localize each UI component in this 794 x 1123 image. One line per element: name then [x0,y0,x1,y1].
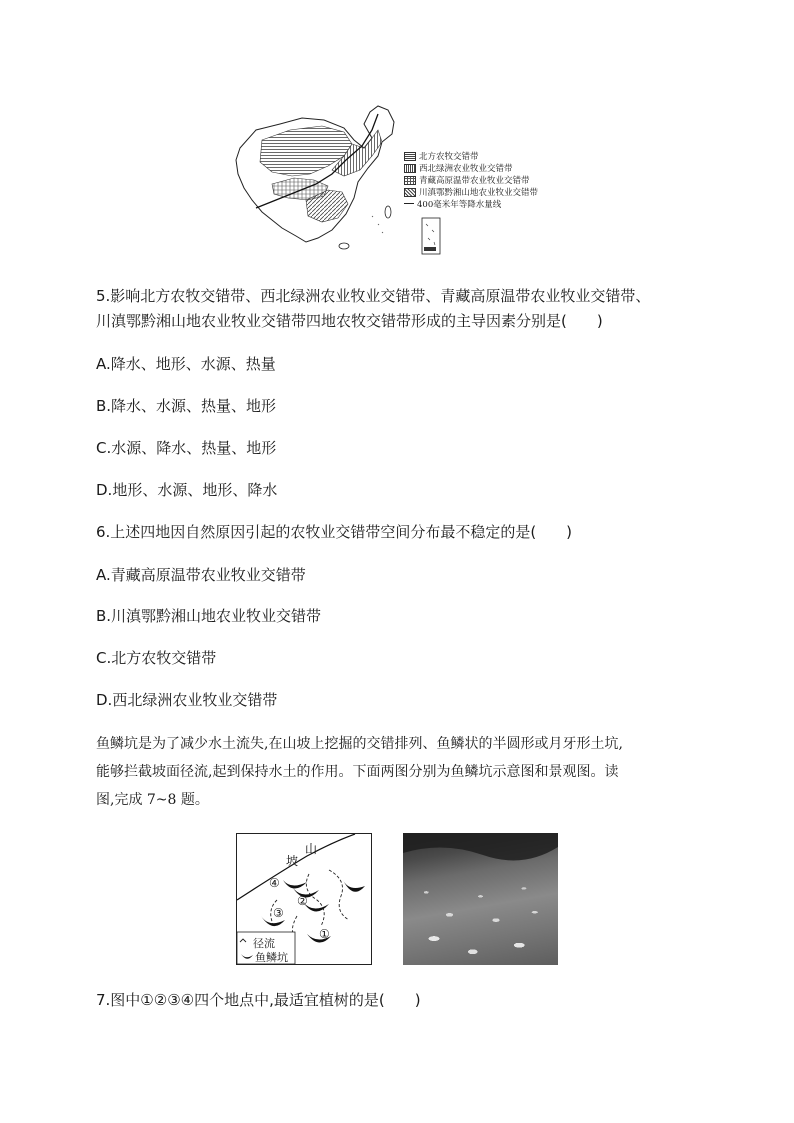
legend-item-northwest: 西北绿洲农业牧业交错带 [404,164,513,175]
taiwan-island [385,206,391,218]
legend-swatch-vlines-icon [404,164,416,173]
legend-item-southwest: 川滇鄂黔湘山地农业牧业交错带 [404,188,538,199]
q6-option-b[interactable]: B.川滇鄂黔湘山地农业牧业交错带 [96,607,322,625]
intro-line1: 鱼鳞坑是为了减少水土流失,在山坡上挖掘的交错排列、鱼鳞状的半圆形或月牙形土坑, [96,736,623,752]
legend-item-isohyet: 400毫米年等降水量线 [404,200,501,211]
legend-swatch-diag-icon [404,188,416,197]
slope-label-shan: 山 [305,842,318,856]
intro-line3: 图,完成 7~8 题。 [96,792,209,808]
point-2: ② [297,894,308,908]
q6-option-a[interactable]: A.青藏高原温带农业牧业交错带 [96,566,306,584]
legend-pit-label: 鱼鳞坑 [255,951,288,964]
slope-label-po: 坡 [286,854,299,868]
legend-runoff-label: 径流 [253,937,275,950]
q5-option-d[interactable]: D.地形、水源、地形、降水 [96,481,278,499]
photo-texture-svg [403,833,558,965]
q6-stem: 6.上述四地因自然原因引起的农牧业交错带空间分布最不稳定的是( ) [96,523,573,541]
fish-scale-pit-photo [403,833,558,965]
q5-option-c[interactable]: C.水源、降水、热量、地形 [96,439,277,457]
hainan-island [339,243,349,249]
q6-option-d[interactable]: D.西北绿洲农业牧业交错带 [96,691,278,709]
legend-swatch-line-icon [404,203,414,204]
point-1: ① [319,927,330,941]
legend-item-tibet: 青藏高原温带农业牧业交错带 [404,176,530,187]
q5-option-b[interactable]: B.降水、水源、热量、地形 [96,397,277,415]
point-4: ④ [269,876,280,890]
runoff-line-2 [329,870,349,920]
fish-scale-pit-diagram [236,833,372,965]
legend-item-north: 北方农牧交错带 [404,152,479,163]
legend-swatch-grid-icon [404,176,416,185]
q5-line2: 川滇鄂黔湘山地农业牧业交错带四地农牧交错带形成的主导因素分别是( ) [96,312,603,330]
intro-line2: 能够拦截坡面径流,起到保持水土的作用。下面两图分别为鱼鳞坑示意图和景观图。读 [96,764,619,780]
q5-line1: 5.影响北方农牧交错带、西北绿洲农业牧业交错带、青藏高原温带农业牧业交错带、 [96,287,651,305]
china-outline [236,106,394,242]
point-3: ③ [273,906,284,920]
q5-option-a[interactable]: A.降水、地形、水源、热量 [96,355,276,373]
q7-stem: 7.图中①②③④四个地点中,最适宜植树的是( ) [96,991,421,1009]
runoff-line-1 [306,874,324,926]
q6-option-c[interactable]: C.北方农牧交错带 [96,649,217,667]
legend-swatch-hlines-icon [404,152,416,161]
